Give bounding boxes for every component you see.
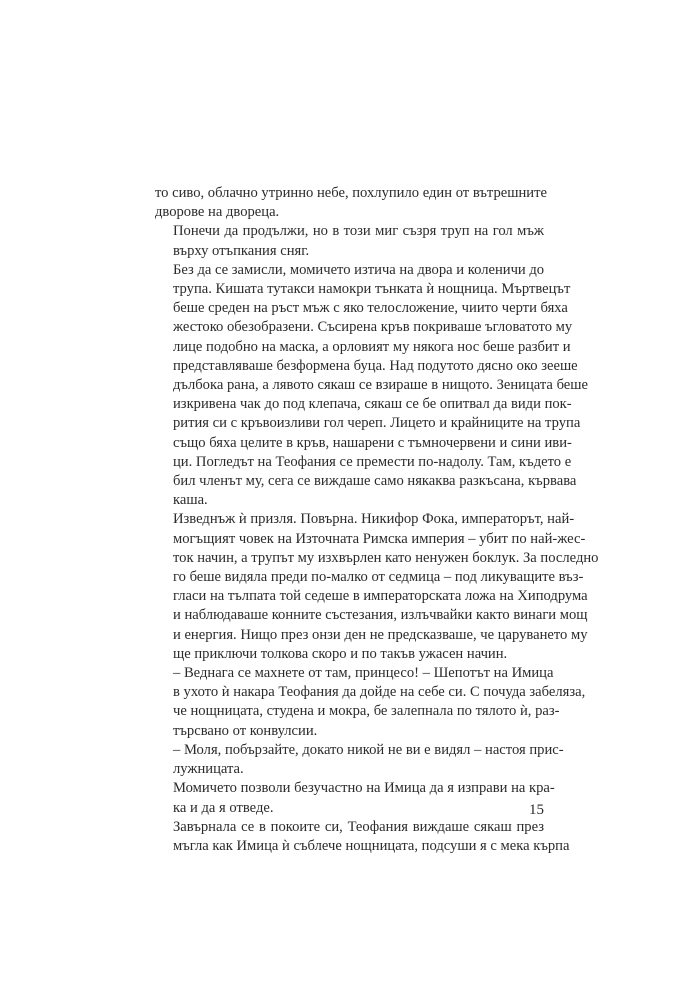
text-line: го беше видяла преди по-малко от седмица – под ликуващите въз- xyxy=(173,569,584,586)
text-line: търсвано от конвулсии. xyxy=(173,722,318,739)
text-line: също бяха целите в кръв, нашарени с тъмночервени и сини иви- xyxy=(173,434,572,451)
text-line: бил членът му, сега се виждаше само някаква разкъсана, кървава xyxy=(173,473,577,490)
text-line: лужницата. xyxy=(173,761,244,778)
paragraph xyxy=(155,741,564,779)
text-line: лице подобно на маска, а орловият му някога нос беше разбит и xyxy=(173,338,571,355)
body-text xyxy=(155,184,599,856)
text-line: представляваше безформена буца. Над подутото дясно око зееше xyxy=(173,357,578,374)
page-number: 15 xyxy=(529,802,544,818)
paragraph xyxy=(155,261,588,511)
text-line: трупа. Кишата тутакси намокри тънката ѝ нощница. Мъртвецът xyxy=(173,281,571,298)
text-line: Понечи да продължи, но в този миг съзря труп на гол мъж xyxy=(173,223,544,240)
paragraph xyxy=(155,510,599,664)
text-line: гласи на тълпата той седеше в императорската ложа на Хиподрума xyxy=(173,588,588,605)
text-line: то сиво, облачно утринно небе, похлупило един от вътрешните xyxy=(155,185,547,201)
text-line: мъгла как Имица ѝ съблече нощницата, подсуши я с мека кърпа xyxy=(173,837,570,854)
text-line: – Моля, побързайте, докато никой не ви е видял – настоя прис- xyxy=(173,741,564,758)
text-line: ще приключи толкова скоро и по такъв ужасен начин. xyxy=(173,645,508,662)
text-line: Завърнала се в покоите си, Теофания виждаше сякаш през xyxy=(173,818,544,835)
text-line: ток начин, а трупът му изхвърлен като ненужен боклук. За последно xyxy=(173,549,599,566)
text-line: Без да се замисли, момичето изтича на двора и коленичи до xyxy=(173,261,545,278)
paragraph xyxy=(155,818,570,856)
text-line: че нощницата, студена и мокра, бе залепнала по тялото ѝ, раз- xyxy=(173,703,560,720)
text-line: ка и да я отведе. xyxy=(173,799,274,816)
text-line: Изведнъж ѝ призля. Повърна. Никифор Фока, императорът, най- xyxy=(173,511,575,528)
text-line: жестоко обезобразени. Съсирена кръв покриваше ъгловатото му xyxy=(173,319,573,336)
paragraph xyxy=(155,222,544,260)
text-line: изкривена чак до под клепача, сякаш се бе опитвал да види пок- xyxy=(173,396,572,413)
text-line: и енергия. Нищо през онзи ден не предсказваше, че царуването му xyxy=(173,626,588,643)
paragraph xyxy=(155,664,586,741)
text-line: дворове на двореца. xyxy=(155,204,280,221)
text-line: могъщият човек на Източната Римска империя – убит по най-жес- xyxy=(173,530,586,547)
text-line: беше среден на ръст мъж с яко телосложение, чиито черти бяха xyxy=(173,300,568,317)
text-line: върху отъпкания сняг. xyxy=(173,242,310,259)
text-line: рития си с кръвоизливи гол череп. Лицето и крайниците на трупа xyxy=(173,415,581,432)
paragraph xyxy=(155,779,555,817)
text-line: – Веднага се махнете от там, принцесо! – Шепотът на Имица xyxy=(173,665,554,682)
text-line: каша. xyxy=(173,492,208,509)
text-line: Момичето позволи безучастно на Имица да я изправи на кра- xyxy=(173,780,555,797)
paragraph xyxy=(155,184,547,222)
text-line: дълбока рана, а лявото сякаш се взираше в нищото. Зеницата беше xyxy=(173,377,588,394)
text-line: ци. Погледът на Теофания се премести по-надолу. Там, където е xyxy=(173,453,572,470)
text-line: в ухото ѝ накара Теофания да дойде на себе си. С почуда забеляза, xyxy=(173,684,586,701)
text-line: и наблюдаваше конните състезания, излъчвайки както винаги мощ xyxy=(173,607,588,624)
